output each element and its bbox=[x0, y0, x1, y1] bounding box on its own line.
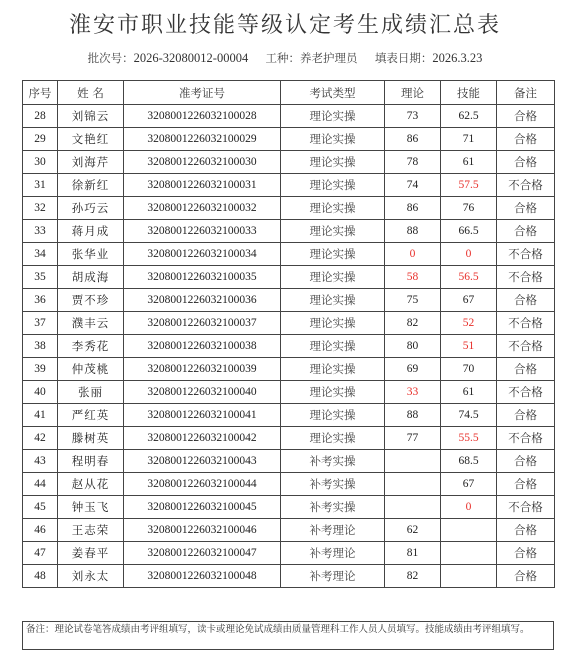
batch-number: 2026-32080012-00004 bbox=[133, 51, 249, 65]
student-name: 严红英 bbox=[58, 404, 124, 427]
ticket-number bbox=[124, 243, 281, 266]
ticket-prefix: 320800122603210004 bbox=[147, 570, 251, 582]
ticket-number bbox=[124, 335, 281, 358]
header-skill: 技能 bbox=[441, 81, 497, 105]
student-name: 滕树英 bbox=[58, 427, 124, 450]
header-index: 序号 bbox=[23, 81, 58, 105]
theory-score bbox=[385, 496, 441, 519]
trade-label: 工种： bbox=[265, 51, 301, 65]
theory-score: 88 bbox=[385, 220, 441, 243]
table-row bbox=[23, 105, 555, 128]
student-name: 钟玉飞 bbox=[58, 496, 124, 519]
ticket-prefix: 320800122603210004 bbox=[147, 386, 251, 398]
header-remark: 备注 bbox=[497, 81, 555, 105]
theory-score: 77 bbox=[385, 427, 441, 450]
page-title: 淮安市职业技能等级认定考生成绩汇总表 bbox=[68, 13, 501, 38]
theory-score: 88 bbox=[385, 404, 441, 427]
skill-score: 55.5 bbox=[441, 427, 497, 450]
trade-name: 养老护理员 bbox=[300, 51, 358, 65]
theory-score: 78 bbox=[385, 151, 441, 174]
ticket-prefix: 320800122603210003 bbox=[147, 317, 251, 329]
ticket-suffix: 3 bbox=[250, 225, 257, 237]
theory-score: 62 bbox=[385, 519, 441, 542]
result-remark: 合格 bbox=[497, 404, 555, 427]
ticket-number bbox=[124, 565, 281, 588]
ticket-suffix: 6 bbox=[250, 294, 257, 306]
skill-score: 61 bbox=[441, 151, 497, 174]
student-name: 王志荣 bbox=[58, 519, 124, 542]
skill-score: 62.5 bbox=[441, 105, 497, 128]
student-name: 刘海芹 bbox=[58, 151, 124, 174]
student-name: 张华业 bbox=[58, 243, 124, 266]
theory-score: 75 bbox=[385, 289, 441, 312]
skill-score: 61 bbox=[441, 381, 497, 404]
theory-score: 0 bbox=[385, 243, 441, 266]
skill-score: 52 bbox=[441, 312, 497, 335]
row-index: 28 bbox=[23, 105, 58, 128]
student-name: 文艳红 bbox=[58, 128, 124, 151]
skill-score: 0 bbox=[441, 243, 497, 266]
theory-score: 73 bbox=[385, 105, 441, 128]
theory-score: 58 bbox=[385, 266, 441, 289]
ticket-number bbox=[124, 174, 281, 197]
row-index: 42 bbox=[23, 427, 58, 450]
exam-type: 补考实操 bbox=[281, 473, 385, 496]
student-name: 刘锦云 bbox=[58, 105, 124, 128]
ticket-number bbox=[124, 266, 281, 289]
table-row bbox=[23, 312, 555, 335]
student-name: 李秀花 bbox=[58, 335, 124, 358]
exam-type: 理论实操 bbox=[281, 427, 385, 450]
exam-type: 理论实操 bbox=[281, 358, 385, 381]
row-index: 47 bbox=[23, 542, 58, 565]
student-name: 徐新红 bbox=[58, 174, 124, 197]
skill-score bbox=[441, 519, 497, 542]
ticket-prefix: 320800122603210003 bbox=[147, 294, 251, 306]
ticket-suffix: 8 bbox=[250, 110, 257, 122]
table-row bbox=[23, 243, 555, 266]
header-theory: 理论 bbox=[385, 81, 441, 105]
skill-score: 74.5 bbox=[441, 404, 497, 427]
result-remark: 合格 bbox=[497, 220, 555, 243]
table-row bbox=[23, 151, 555, 174]
ticket-suffix: 2 bbox=[250, 432, 257, 444]
ticket-suffix: 6 bbox=[250, 524, 257, 536]
result-remark: 合格 bbox=[497, 105, 555, 128]
ticket-suffix: 8 bbox=[250, 340, 257, 352]
result-remark: 不合格 bbox=[497, 335, 555, 358]
skill-score: 56.5 bbox=[441, 266, 497, 289]
table-row bbox=[23, 128, 555, 151]
skill-score: 76 bbox=[441, 197, 497, 220]
theory-score: 82 bbox=[385, 312, 441, 335]
exam-type: 理论实操 bbox=[281, 220, 385, 243]
table-row bbox=[23, 427, 555, 450]
ticket-number bbox=[124, 151, 281, 174]
ticket-number bbox=[124, 450, 281, 473]
exam-type: 理论实操 bbox=[281, 289, 385, 312]
ticket-prefix: 320800122603210004 bbox=[147, 409, 251, 421]
ticket-number bbox=[124, 197, 281, 220]
header-ticket: 准考证号 bbox=[124, 81, 281, 105]
row-index: 34 bbox=[23, 243, 58, 266]
row-index: 39 bbox=[23, 358, 58, 381]
row-index: 37 bbox=[23, 312, 58, 335]
exam-type: 理论实操 bbox=[281, 151, 385, 174]
ticket-prefix: 320800122603210003 bbox=[147, 156, 251, 168]
table-row bbox=[23, 289, 555, 312]
ticket-number bbox=[124, 542, 281, 565]
header-name: 姓 名 bbox=[58, 81, 124, 105]
row-index: 40 bbox=[23, 381, 58, 404]
exam-type: 补考实操 bbox=[281, 450, 385, 473]
ticket-suffix: 9 bbox=[250, 133, 257, 145]
footnote: 备注：理论试卷笔答成绩由考评组填写，读卡或理论免试成绩由质量管理科工作人员人员填写。技能成绩由考评组填写。 bbox=[22, 621, 554, 650]
student-name: 赵从花 bbox=[58, 473, 124, 496]
ticket-suffix: 5 bbox=[250, 271, 257, 283]
table-row bbox=[23, 565, 555, 588]
theory-score: 86 bbox=[385, 197, 441, 220]
ticket-suffix: 4 bbox=[250, 248, 257, 260]
result-remark: 合格 bbox=[497, 197, 555, 220]
ticket-prefix: 320800122603210004 bbox=[147, 524, 251, 536]
ticket-number bbox=[124, 220, 281, 243]
skill-score: 0 bbox=[441, 496, 497, 519]
skill-score: 66.5 bbox=[441, 220, 497, 243]
skill-score: 71 bbox=[441, 128, 497, 151]
theory-score: 82 bbox=[385, 565, 441, 588]
skill-score: 57.5 bbox=[441, 174, 497, 197]
table-row bbox=[23, 220, 555, 243]
row-index: 43 bbox=[23, 450, 58, 473]
exam-type: 补考实操 bbox=[281, 496, 385, 519]
result-remark: 合格 bbox=[497, 128, 555, 151]
table-row bbox=[23, 335, 555, 358]
row-index: 38 bbox=[23, 335, 58, 358]
skill-score: 51 bbox=[441, 335, 497, 358]
table-row bbox=[23, 174, 555, 197]
result-remark: 不合格 bbox=[497, 174, 555, 197]
ticket-prefix: 320800122603210004 bbox=[147, 455, 251, 467]
ticket-number bbox=[124, 404, 281, 427]
exam-type: 理论实操 bbox=[281, 404, 385, 427]
ticket-prefix: 320800122603210002 bbox=[147, 110, 251, 122]
ticket-number bbox=[124, 105, 281, 128]
row-index: 29 bbox=[23, 128, 58, 151]
exam-type: 理论实操 bbox=[281, 197, 385, 220]
result-remark: 合格 bbox=[497, 289, 555, 312]
student-name: 孙巧云 bbox=[58, 197, 124, 220]
result-remark: 合格 bbox=[497, 473, 555, 496]
skill-score bbox=[441, 542, 497, 565]
exam-type: 理论实操 bbox=[281, 243, 385, 266]
ticket-prefix: 320800122603210003 bbox=[147, 225, 251, 237]
result-remark: 合格 bbox=[497, 542, 555, 565]
ticket-suffix: 1 bbox=[250, 179, 257, 191]
table-row bbox=[23, 450, 555, 473]
theory-score: 69 bbox=[385, 358, 441, 381]
exam-type: 理论实操 bbox=[281, 128, 385, 151]
row-index: 46 bbox=[23, 519, 58, 542]
table-row bbox=[23, 197, 555, 220]
row-index: 31 bbox=[23, 174, 58, 197]
ticket-suffix: 2 bbox=[250, 202, 257, 214]
ticket-prefix: 320800122603210003 bbox=[147, 202, 251, 214]
table-row bbox=[23, 473, 555, 496]
skill-score: 70 bbox=[441, 358, 497, 381]
row-index: 33 bbox=[23, 220, 58, 243]
ticket-suffix: 9 bbox=[250, 363, 257, 375]
ticket-number bbox=[124, 289, 281, 312]
exam-type: 理论实操 bbox=[281, 312, 385, 335]
ticket-prefix: 320800122603210003 bbox=[147, 271, 251, 283]
theory-score bbox=[385, 473, 441, 496]
skill-score bbox=[441, 565, 497, 588]
ticket-prefix: 320800122603210004 bbox=[147, 547, 251, 559]
table-row bbox=[23, 519, 555, 542]
table-row bbox=[23, 381, 555, 404]
table-row bbox=[23, 266, 555, 289]
ticket-prefix: 320800122603210003 bbox=[147, 363, 251, 375]
student-name: 程明春 bbox=[58, 450, 124, 473]
ticket-prefix: 320800122603210003 bbox=[147, 248, 251, 260]
exam-type: 理论实操 bbox=[281, 381, 385, 404]
table-row bbox=[23, 496, 555, 519]
ticket-number bbox=[124, 496, 281, 519]
result-remark: 合格 bbox=[497, 358, 555, 381]
student-name: 胡成海 bbox=[58, 266, 124, 289]
exam-type: 理论实操 bbox=[281, 174, 385, 197]
date-label: 填表日期： bbox=[374, 51, 433, 65]
theory-score: 74 bbox=[385, 174, 441, 197]
ticket-suffix: 7 bbox=[250, 547, 257, 559]
row-index: 44 bbox=[23, 473, 58, 496]
batch-label: 批次号： bbox=[87, 51, 134, 65]
theory-score: 81 bbox=[385, 542, 441, 565]
ticket-suffix: 3 bbox=[250, 455, 257, 467]
ticket-prefix: 320800122603210004 bbox=[147, 501, 251, 513]
row-index: 30 bbox=[23, 151, 58, 174]
student-name: 仲茂桃 bbox=[58, 358, 124, 381]
result-remark: 不合格 bbox=[497, 312, 555, 335]
theory-score: 86 bbox=[385, 128, 441, 151]
sheet-meta bbox=[0, 50, 570, 66]
ticket-number bbox=[124, 128, 281, 151]
exam-type: 补考理论 bbox=[281, 519, 385, 542]
header-exam-type: 考试类型 bbox=[281, 81, 385, 105]
student-name: 姜春平 bbox=[58, 542, 124, 565]
result-remark: 合格 bbox=[497, 450, 555, 473]
exam-type: 理论实操 bbox=[281, 335, 385, 358]
ticket-suffix: 1 bbox=[250, 409, 257, 421]
ticket-number bbox=[124, 427, 281, 450]
result-remark: 合格 bbox=[497, 519, 555, 542]
fill-date: 2026.3.23 bbox=[432, 51, 483, 65]
row-index: 36 bbox=[23, 289, 58, 312]
skill-score: 68.5 bbox=[441, 450, 497, 473]
exam-type: 理论实操 bbox=[281, 266, 385, 289]
theory-score: 33 bbox=[385, 381, 441, 404]
result-remark: 合格 bbox=[497, 151, 555, 174]
student-name: 蒋月成 bbox=[58, 220, 124, 243]
skill-score: 67 bbox=[441, 289, 497, 312]
ticket-number bbox=[124, 381, 281, 404]
ticket-number bbox=[124, 312, 281, 335]
score-table bbox=[22, 80, 555, 588]
table-header-row bbox=[23, 81, 555, 105]
ticket-suffix: 0 bbox=[250, 156, 257, 168]
ticket-prefix: 320800122603210003 bbox=[147, 340, 251, 352]
result-remark: 不合格 bbox=[497, 496, 555, 519]
student-name: 贾不珍 bbox=[58, 289, 124, 312]
ticket-prefix: 320800122603210004 bbox=[147, 432, 251, 444]
ticket-suffix: 8 bbox=[250, 570, 257, 582]
student-name: 濮丰云 bbox=[58, 312, 124, 335]
theory-score: 80 bbox=[385, 335, 441, 358]
result-remark: 不合格 bbox=[497, 381, 555, 404]
ticket-number bbox=[124, 358, 281, 381]
ticket-number bbox=[124, 473, 281, 496]
row-index: 41 bbox=[23, 404, 58, 427]
skill-score: 67 bbox=[441, 473, 497, 496]
exam-type: 理论实操 bbox=[281, 105, 385, 128]
result-remark: 不合格 bbox=[497, 427, 555, 450]
student-name: 刘永太 bbox=[58, 565, 124, 588]
exam-type: 补考理论 bbox=[281, 565, 385, 588]
result-remark: 合格 bbox=[497, 565, 555, 588]
ticket-prefix: 320800122603210002 bbox=[147, 133, 251, 145]
row-index: 45 bbox=[23, 496, 58, 519]
theory-score bbox=[385, 450, 441, 473]
row-index: 48 bbox=[23, 565, 58, 588]
ticket-suffix: 7 bbox=[250, 317, 257, 329]
table-row bbox=[23, 404, 555, 427]
table-row bbox=[23, 542, 555, 565]
result-remark: 不合格 bbox=[497, 243, 555, 266]
ticket-suffix: 5 bbox=[250, 501, 257, 513]
ticket-suffix: 0 bbox=[250, 386, 257, 398]
ticket-prefix: 320800122603210003 bbox=[147, 179, 251, 191]
ticket-prefix: 320800122603210004 bbox=[147, 478, 251, 490]
ticket-suffix: 4 bbox=[250, 478, 257, 490]
table-row bbox=[23, 358, 555, 381]
result-remark: 不合格 bbox=[497, 266, 555, 289]
ticket-number bbox=[124, 519, 281, 542]
student-name: 张丽 bbox=[58, 381, 124, 404]
row-index: 32 bbox=[23, 197, 58, 220]
row-index: 35 bbox=[23, 266, 58, 289]
exam-type: 补考理论 bbox=[281, 542, 385, 565]
